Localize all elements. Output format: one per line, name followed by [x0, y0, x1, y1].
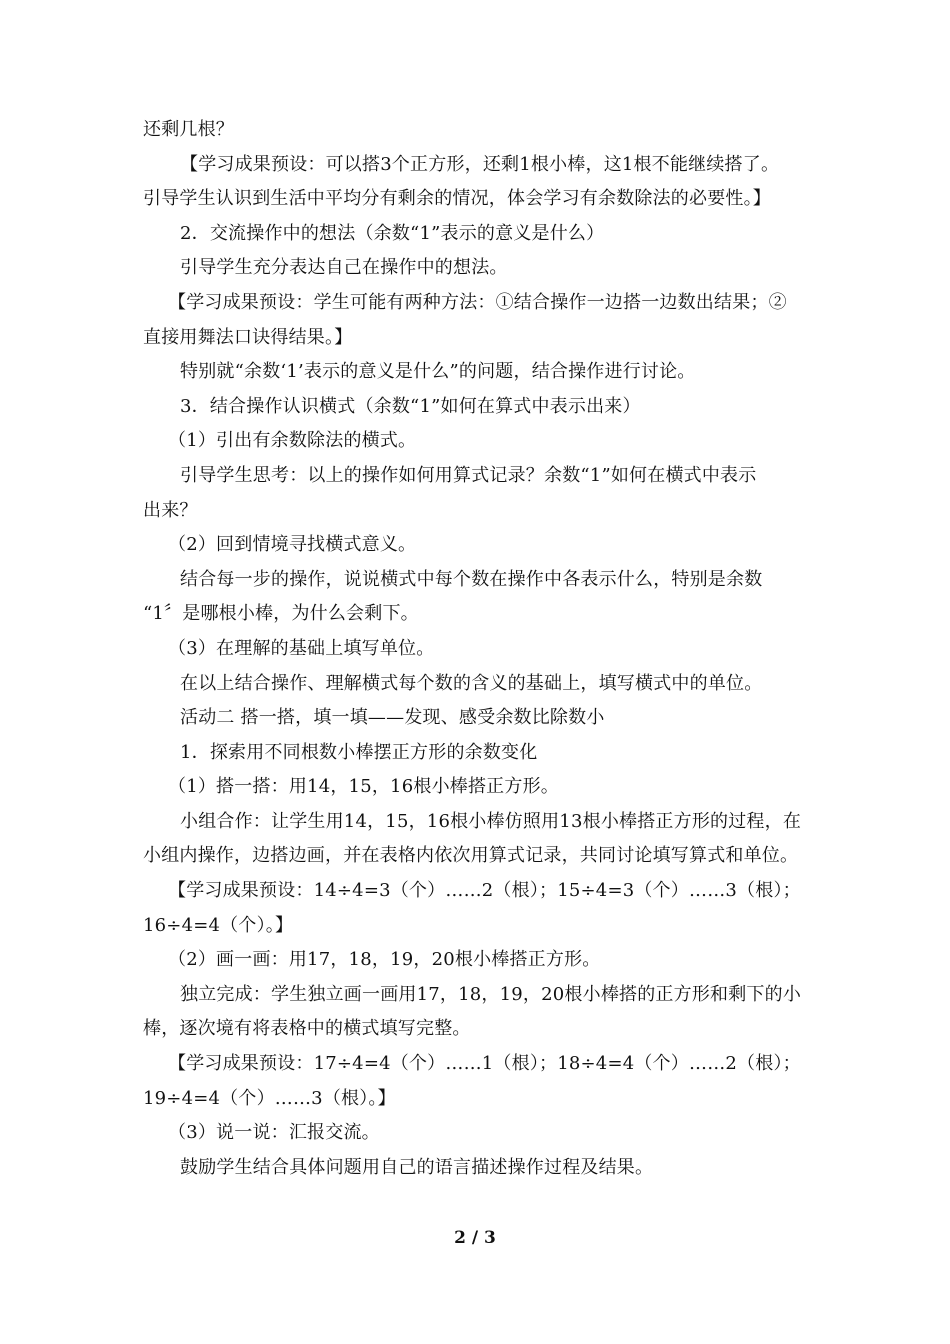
text-line: 棒，逐次境有将表格中的横式填写完整。 [143, 1018, 471, 1040]
page-number: 2 / 3 [454, 1228, 496, 1248]
text-line: 在以上结合操作、理解横式每个数的含义的基础上，填写横式中的单位。 [180, 672, 763, 694]
document-body [143, 113, 811, 1185]
text-line: 3．结合操作认识横式（余数“1”如何在算式中表示出来） [180, 395, 641, 417]
text-line: （2）回到情境寻找横式意义。 [168, 534, 417, 556]
text-line: 小组内操作，边搭边画，并在表格内依次用算式记录，共同讨论填写算式和单位。 [143, 845, 799, 867]
text-line: 【学习成果预设：可以搭3个正方形，还剩1根小棒，这1根不能继续搭了。 [180, 153, 780, 175]
text-line: 引导学生认识到生活中平均分有剩余的情况，体会学习有余数除法的必要性。】 [143, 188, 771, 210]
text-line: 1．探索用不同根数小棒摆正方形的余数变化 [180, 741, 538, 763]
text-line: 【学习成果预设：学生可能有两种方法：①结合操作一边搭一边数出结果；② [168, 291, 787, 313]
text-line: 结合每一步的操作，说说横式中每个数在操作中各表示什么，特别是余数 [180, 568, 763, 590]
text-line: 小组合作：让学生用14，15，16根小棒仿照用13根小棒搭正方形的过程，在 [180, 810, 802, 832]
text-line: 引导学生思考：以上的操作如何用算式记录？余数“1”如何在横式中表示 [180, 464, 757, 486]
text-line: 特别就“余数‘1’表示的意义是什么”的问题，结合操作进行讨论。 [180, 361, 696, 383]
text-line: 19÷4=4（个）……3（根）。】 [143, 1087, 396, 1109]
text-line: 直接用舞法口诀得结果。】 [143, 326, 353, 348]
text-line: （1）引出有余数除法的横式。 [168, 430, 417, 452]
text-line: 出来？ [143, 499, 198, 521]
text-line: 还剩几根？ [143, 119, 234, 140]
text-line: （3）在理解的基础上填写单位。 [168, 637, 435, 659]
text-line: （1）搭一搭：用14，15，16根小棒搭正方形。 [168, 776, 559, 798]
text-line: （3）说一说：汇报交流。 [168, 1122, 380, 1144]
text-line: （2）画一画：用17，18，19，20根小棒搭正方形。 [168, 949, 601, 971]
text-line: 16÷4=4（个）。】 [143, 914, 294, 936]
text-line: 引导学生充分表达自己在操作中的想法。 [180, 257, 508, 279]
text-line: 【学习成果预设：14÷4=3（个）……2（根）；15÷4=3（个）……3（根）； [168, 880, 801, 902]
text-line: 活动二 搭一搭，填一填——发现、感受余数比除数小 [180, 707, 605, 729]
text-line: 【学习成果预设：17÷4=4（个）……1（根）；18÷4=4（个）……2（根）； [168, 1053, 801, 1075]
text-line: 2．交流操作中的想法（余数“1”表示的意义是什么） [180, 222, 605, 244]
text-line: 鼓励学生结合具体问题用自己的语言描述操作过程及结果。 [180, 1156, 654, 1178]
text-line: “1〞是哪根小棒，为什么会剩下。 [143, 603, 419, 625]
text-line: 独立完成：学生独立画一画用17，18，19，20根小棒搭的正方形和剩下的小 [180, 983, 802, 1005]
